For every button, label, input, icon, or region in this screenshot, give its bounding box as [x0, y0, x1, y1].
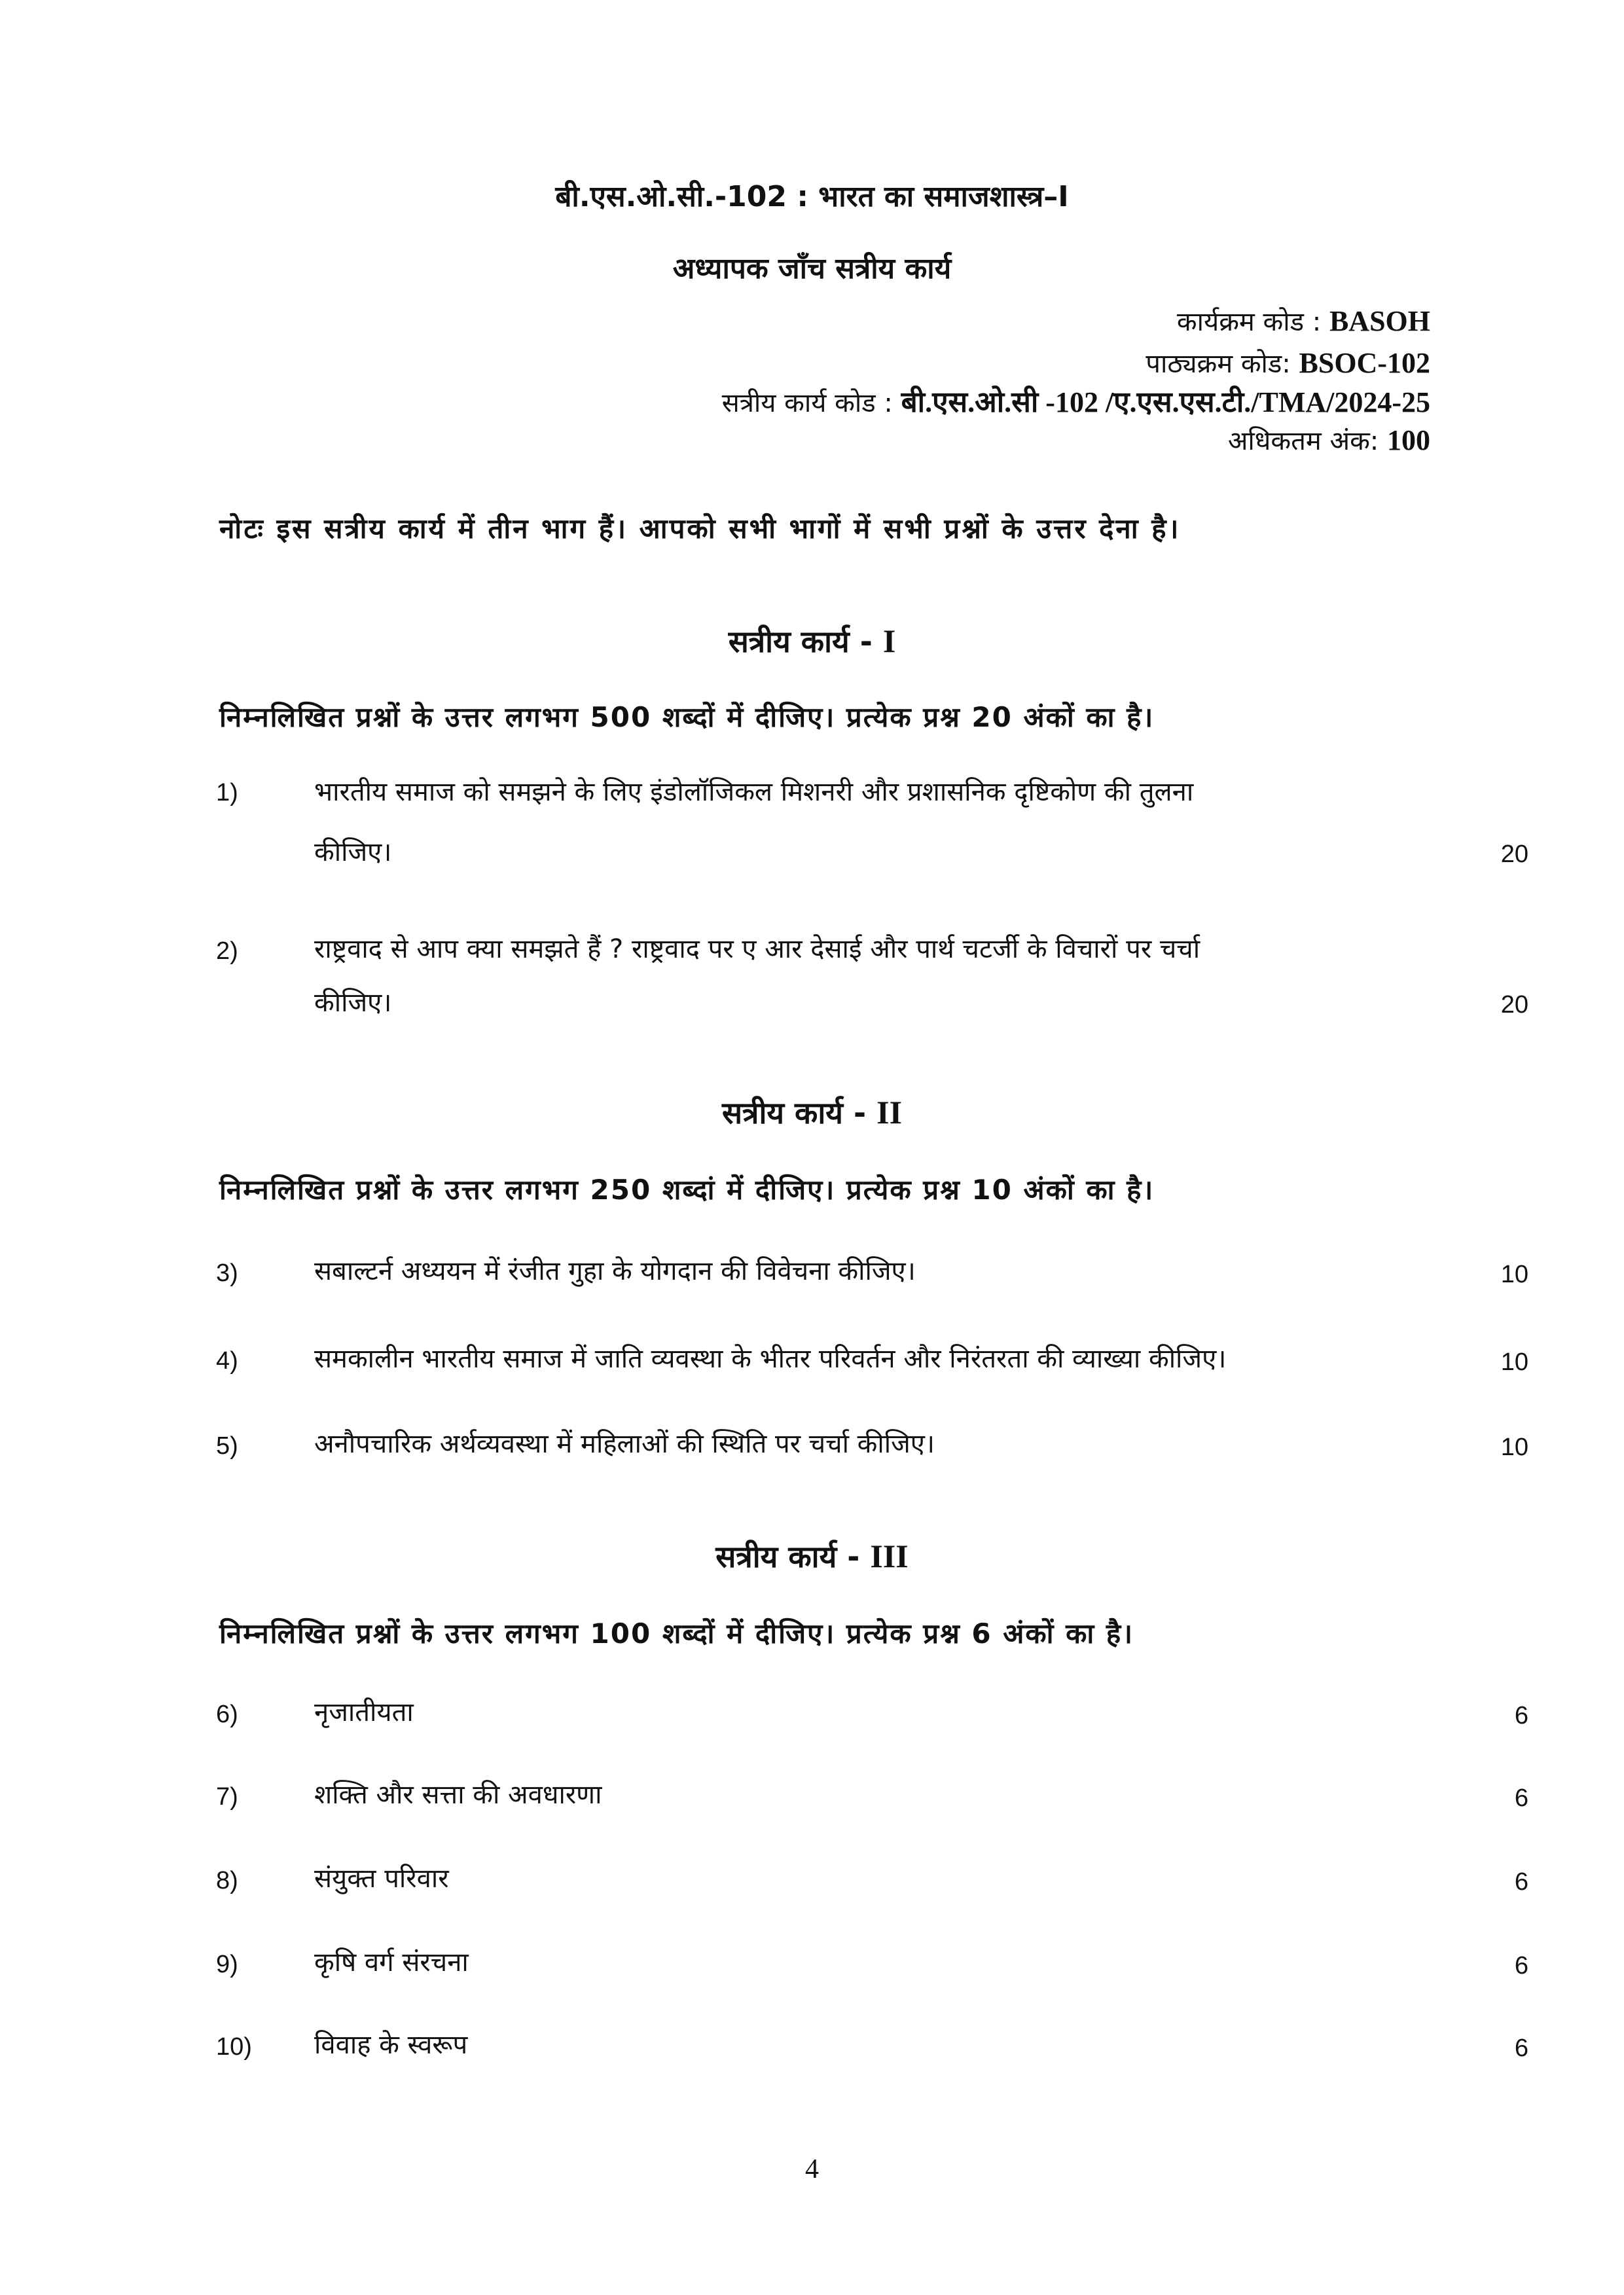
question-marks: 6	[1514, 1702, 1528, 1729]
question-text-continued: कीजिए।	[314, 988, 392, 1018]
question-text: संयुक्त परिवार	[314, 1864, 449, 1894]
question-marks: 6	[1514, 1952, 1528, 1979]
programme-code	[1177, 302, 1430, 338]
max-marks-value: 100	[1387, 424, 1430, 456]
note-text: नोटः इस सत्रीय कार्य में तीन भाग हैं। आपको सभी भागों में सभी प्रश्नों के उत्तर देना है।	[219, 513, 1181, 545]
section-instruction-1: निम्नलिखित प्रश्नों के उत्तर लगभग 500 शब्दों में दीजिए। प्रत्येक प्रश्न 20 अंकों का है।	[219, 701, 1155, 733]
question-number: 4)	[216, 1347, 238, 1375]
section-heading-numeral: III	[870, 1538, 909, 1574]
course-code-label: पाठ्यक्रम कोड:	[1146, 349, 1291, 379]
question-text: विवाह के स्वरूप	[314, 2030, 468, 2060]
section-instruction-3: निम्नलिखित प्रश्नों के उत्तर लगभग 100 शब्दों में दीजिए। प्रत्येक प्रश्न 6 अंकों का है।	[219, 1617, 1134, 1650]
question-text: कृषि वर्ग संरचना	[314, 1947, 469, 1978]
question-number: 2)	[216, 937, 238, 965]
section-heading-numeral: I	[882, 623, 896, 659]
question-marks: 20	[1500, 840, 1528, 868]
question-text: समकालीन भारतीय समाज में जाति व्यवस्था के भीतर परिवर्तन और निरंतरता की व्याख्या कीजिए।	[314, 1344, 1227, 1374]
course-code	[1146, 344, 1430, 380]
question-number: 9)	[216, 1951, 238, 1978]
question-marks: 6	[1514, 2034, 1528, 2062]
question-marks: 20	[1500, 991, 1528, 1019]
question-number: 6)	[216, 1701, 238, 1728]
question-text: शक्ति और सत्ता की अवधारणा	[314, 1780, 602, 1810]
section-heading-label: सत्रीय कार्य -	[721, 1095, 867, 1130]
section-heading-label: सत्रीय कार्य -	[728, 624, 873, 659]
question-marks: 6	[1514, 1868, 1528, 1896]
question-text: नृजातीयता	[314, 1697, 414, 1727]
section-heading-numeral: II	[876, 1094, 903, 1130]
document-subtitle: अध्यापक जाँच सत्रीय कार्य	[672, 252, 952, 285]
section-heading-2	[0, 1092, 1624, 1132]
question-marks: 10	[1500, 1261, 1528, 1288]
question-number: 5)	[216, 1432, 238, 1460]
question-number: 3)	[216, 1259, 238, 1287]
question-text: सबाल्टर्न अध्ययन में रंजीत गुहा के योगदान की विवेचना कीजिए।	[314, 1256, 916, 1286]
question-marks: 10	[1500, 1348, 1528, 1376]
page-number: 4	[805, 2154, 819, 2184]
question-text: भारतीय समाज को समझने के लिए इंडोलॉजिकल मिशनरी और प्रशासनिक दृष्टिकोण की तुलना	[314, 777, 1194, 807]
question-number: 7)	[216, 1783, 238, 1811]
question-text: अनौपचारिक अर्थव्यवस्था में महिलाओं की स्थिति पर चर्चा कीजिए।	[314, 1429, 935, 1459]
document-title: बी.एस.ओ.सी.-102 : भारत का समाजशास्त्र–I	[555, 180, 1069, 213]
question-number: 10)	[216, 2033, 252, 2061]
assignment-code-label: सत्रीय कार्य कोड :	[721, 388, 893, 418]
section-instruction-2: निम्नलिखित प्रश्नों के उत्तर लगभग 250 शब्दां में दीजिए। प्रत्येक प्रश्न 10 अंकों का है।	[219, 1174, 1155, 1206]
section-heading-3	[0, 1536, 1624, 1576]
question-number: 8)	[216, 1867, 238, 1894]
assignment-code	[722, 381, 1430, 420]
max-marks-label: अधिकतम अंक:	[1227, 426, 1379, 456]
section-heading-label: सत्रीय कार्य -	[715, 1539, 860, 1574]
programme-code-label: कार्यक्रम कोड :	[1176, 307, 1322, 337]
programme-code-value: BASOH	[1329, 305, 1430, 337]
assignment-code-value: बी.एस.ओ.सी -102 /ए.एस.एस.टी./TMA/2024-25	[901, 386, 1430, 418]
question-text: राष्ट्रवाद से आप क्या समझते हैं ? राष्ट्रवाद पर ए आर देसाई और पार्थ चटर्जी के विचारों पर चर्चा	[314, 934, 1200, 964]
question-text-continued: कीजिए।	[314, 837, 392, 867]
course-code-value: BSOC-102	[1299, 347, 1430, 379]
question-marks: 6	[1514, 1784, 1528, 1812]
question-marks: 10	[1500, 1434, 1528, 1461]
question-number: 1)	[216, 779, 238, 806]
section-heading-1	[0, 621, 1624, 661]
max-marks	[1228, 422, 1430, 458]
